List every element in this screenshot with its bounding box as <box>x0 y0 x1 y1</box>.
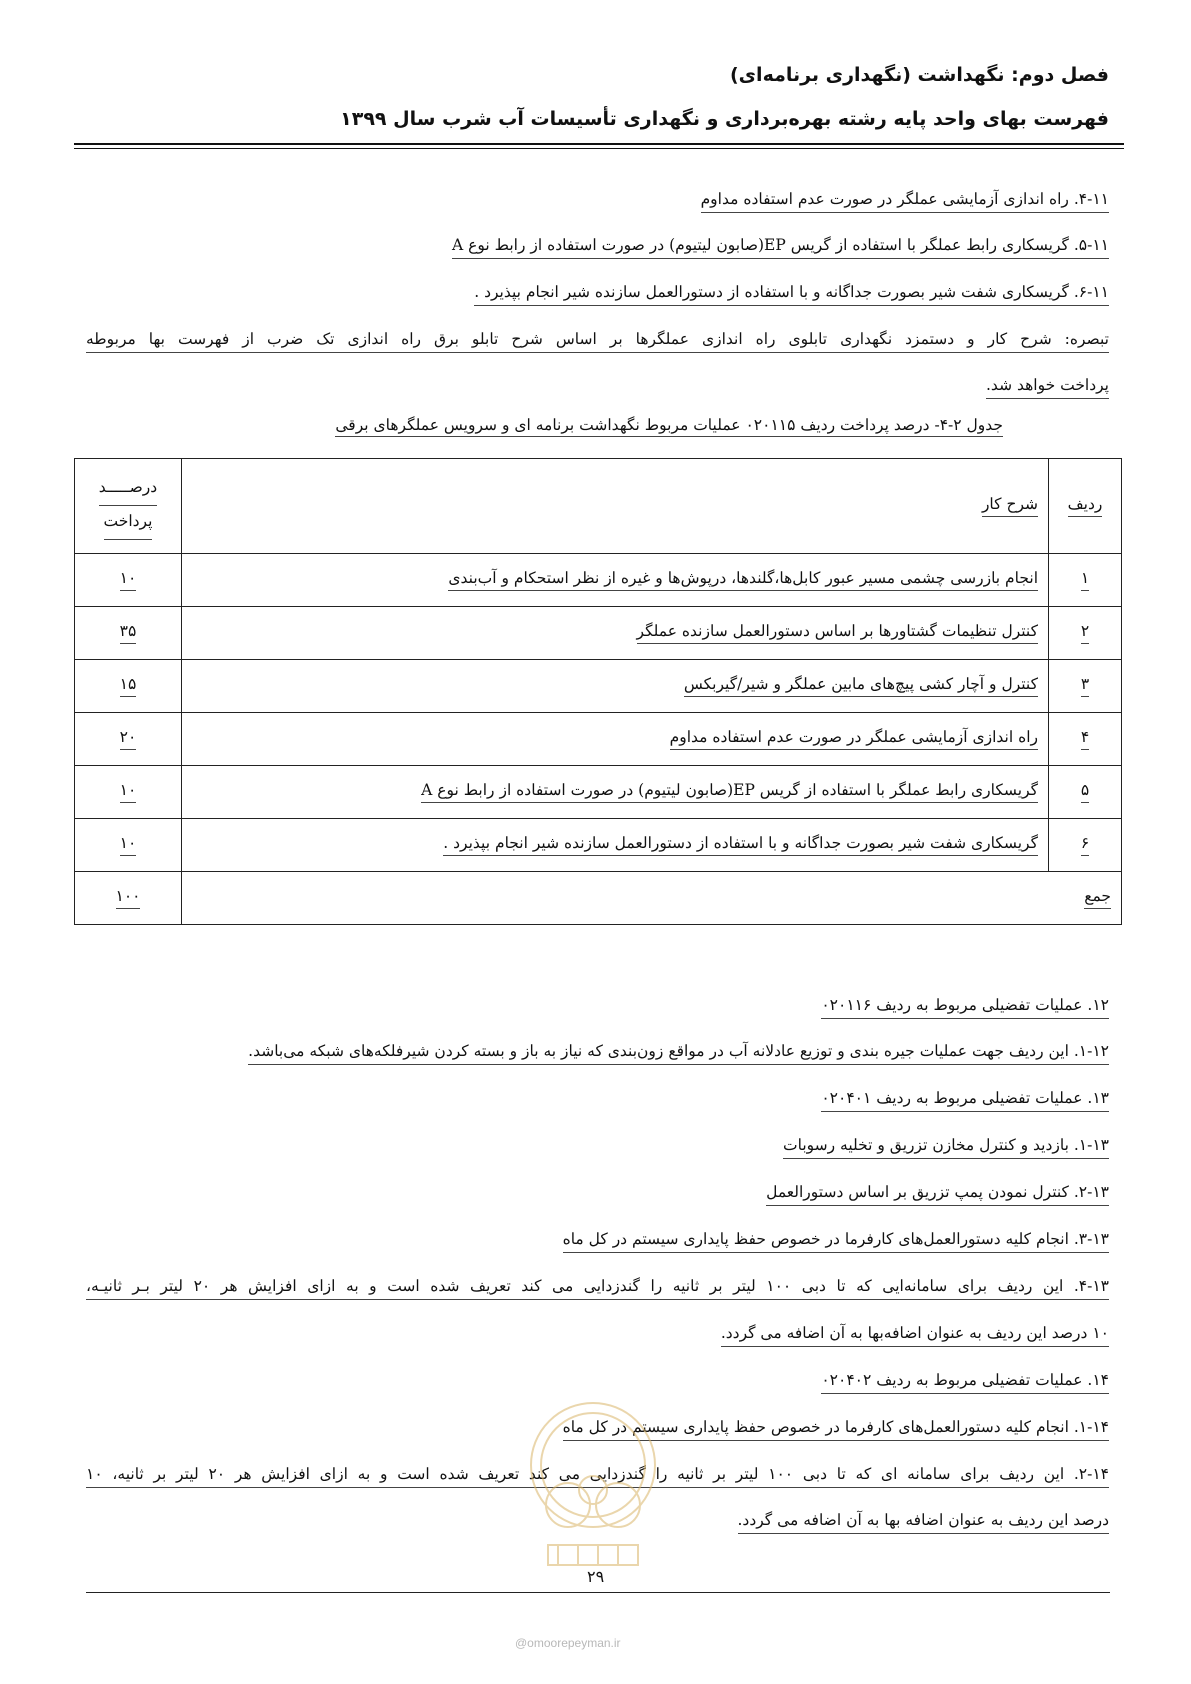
row-percent: ۱۰ <box>120 781 137 803</box>
section-13-item-4-line-2: ۱۰ درصد این ردیف به عنوان اضافه‌بها به آن اضافه می گردد. <box>721 1322 1109 1347</box>
section-14-item-1: ۱-۱۴. انجام کلیه دستورالعمل‌های کارفرما در خصوص حفظ پایداری سیستم در کل ماه <box>563 1416 1109 1441</box>
header-rule-thick <box>74 143 1124 145</box>
row-description: کنترل تنظیمات گشتاورها بر اساس دستورالعمل سازنده عملگر <box>637 622 1038 644</box>
chapter-title: فصل دوم: نگهداشت (نگهداری برنامه‌ای) <box>729 64 1109 86</box>
header-percent-cell <box>75 459 182 554</box>
watermark-url: @omoorepeyman.ir <box>515 1636 621 1650</box>
page-number: ۲۹ <box>587 1567 605 1586</box>
row-percent: ۲۰ <box>120 728 137 750</box>
note-line-2: پرداخت خواهد شد. <box>986 374 1109 399</box>
row-description: راه اندازی آزمایشی عملگر در صورت عدم استفاده مداوم <box>670 728 1038 750</box>
section-13-item-2: ۲-۱۳. کنترل نمودن پمپ تزریق بر اساس دستورالعمل <box>766 1181 1109 1206</box>
row-description: گریسکاری رابط عملگر با استفاده از گریس EP(صابون لیتیوم) در صورت استفاده از رابط نوع A <box>421 781 1038 803</box>
section-12-title: ۱۲. عملیات تفضیلی مربوط به ردیف ۰۲۰۱۱۶ <box>821 994 1109 1019</box>
row-percent: ۱۰ <box>120 834 137 856</box>
row-index: ۶ <box>1081 834 1089 856</box>
row-percent: ۳۵ <box>120 622 137 644</box>
section-13-item-3: ۳-۱۳. انجام کلیه دستورالعمل‌های کارفرما در خصوص حفظ پایداری سیستم در کل ماه <box>563 1228 1109 1253</box>
row-index: ۱ <box>1081 569 1089 591</box>
row-description: کنترل و آچار کشی پیچ‌های مابین عملگر و شیر/گیربکس <box>684 675 1038 697</box>
item-11-6: ۶-۱۱. گریسکاری شفت شیر بصورت جداگانه و با استفاده از دستورالعمل سازنده شیر انجام بپذیرد . <box>474 281 1109 306</box>
footer-rule <box>86 1592 1110 1593</box>
header-index: ردیف <box>1068 495 1103 517</box>
table-row <box>75 713 1122 766</box>
header-rule-thin <box>74 148 1124 149</box>
header-description: شرح کار <box>982 495 1038 517</box>
note-line-1: تبصره: شرح کار و دستمزد نگهداری تابلوی راه اندازی عملگرها بر اساس شرح تابلو برق راه اندازی تک ضرب از فهرست بها مربوطه <box>86 328 1109 353</box>
table-row <box>75 766 1122 819</box>
row-description: گریسکاری شفت شیر بصورت جداگانه و با استفاده از دستورالعمل سازنده شیر انجام بپذیرد . <box>443 834 1038 856</box>
header-description-cell <box>182 459 1049 554</box>
row-index: ۲ <box>1081 622 1089 644</box>
header-percent-line2: پرداخت <box>104 506 153 540</box>
section-13-title: ۱۳. عملیات تفضیلی مربوط به ردیف ۰۲۰۴۰۱ <box>821 1087 1109 1112</box>
document-subtitle: فهرست بهای واحد پایه رشته بهره‌برداری و نگهداری تأسیسات آب شرب سال ۱۳۹۹ <box>340 108 1109 130</box>
row-percent: ۱۵ <box>120 675 137 697</box>
section-13-item-1: ۱-۱۳. بازدید و کنترل مخازن تزریق و تخلیه رسوبات <box>783 1134 1109 1159</box>
table-header-row <box>75 459 1122 554</box>
section-14-title: ۱۴. عملیات تفضیلی مربوط به ردیف ۰۲۰۴۰۲ <box>821 1369 1109 1394</box>
table-caption: جدول ۲-۴- درصد پرداخت ردیف ۰۲۰۱۱۵ عملیات مربوط نگهداشت برنامه ای و سرویس عملگرهای برقی <box>335 416 1003 437</box>
row-description: انجام بازرسی چشمی مسیر عبور کابل‌ها،گلندها، درپوش‌ها و غیره از نظر استحکام و آب‌بندی <box>448 569 1038 591</box>
section-14-item-2-line-1: ۲-۱۴. این ردیف برای سامانه ای که تا دبی ۱۰۰ لیتر بر ثانیه را گندزدایی می کند تعریف شده است و به ازای افزایش هر ۲۰ لیتر بر ثانیه، ۱۰ <box>86 1463 1109 1488</box>
item-11-5: ۵-۱۱. گریسکاری رابط عملگر با استفاده از گریس EP(صابون لیتیوم) در صورت استفاده از رابط نوع A <box>452 234 1109 259</box>
payment-table <box>74 458 1122 925</box>
table-row <box>75 819 1122 872</box>
total-label: جمع <box>1084 887 1111 909</box>
header-percent-line1: درصـــــد <box>99 472 157 506</box>
row-index: ۵ <box>1081 781 1089 803</box>
item-11-4: ۴-۱۱. راه اندازی آزمایشی عملگر در صورت عدم استفاده مداوم <box>701 188 1109 213</box>
table-row <box>75 554 1122 607</box>
table-row <box>75 660 1122 713</box>
section-14-item-2-line-2: درصد این ردیف به عنوان اضافه بها به آن اضافه می گردد. <box>738 1509 1110 1534</box>
table-row <box>75 607 1122 660</box>
row-index: ۴ <box>1081 728 1089 750</box>
header-index-cell <box>1049 459 1122 554</box>
table-total-row <box>75 872 1122 925</box>
row-index: ۳ <box>1081 675 1089 697</box>
row-percent: ۱۰ <box>120 569 137 591</box>
section-13-item-4-line-1: ۴-۱۳. این ردیف برای سامانه‌ایی که تا دبی ۱۰۰ لیتر بر ثانیه را گندزدایی می کند تعریف شده است و به ازای افزایش هر ۲۰ لیتر بـر ثانیـه، <box>86 1275 1109 1300</box>
seal-watermark-icon <box>508 1385 678 1575</box>
total-value: ۱۰۰ <box>116 887 141 909</box>
section-12-item-1: ۱-۱۲. این ردیف جهت عملیات جیره بندی و توزیع عادلانه آب در مواقع زون‌بندی که نیاز به باز و بسته کردن شیرفلکه‌های شبکه می‌باشد. <box>248 1040 1109 1065</box>
